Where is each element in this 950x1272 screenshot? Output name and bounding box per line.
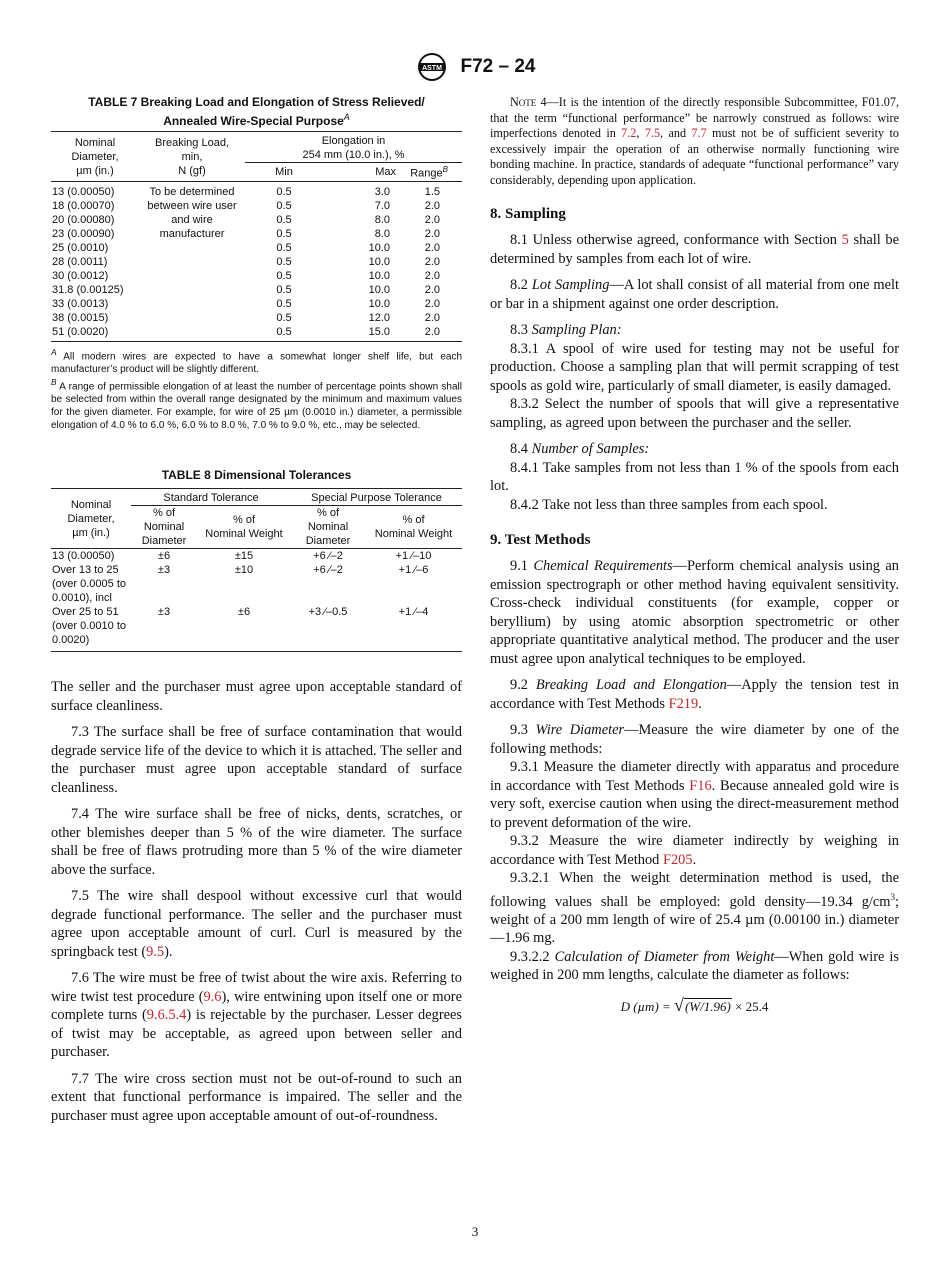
t7-cell-diameter: 23 (0.00090) xyxy=(52,227,115,240)
link-f16[interactable]: F16 xyxy=(689,777,712,794)
t7-cell-diameter: 51 (0.0020) xyxy=(52,325,109,338)
table8-title: TABLE 8 Dimensional Tolerances xyxy=(161,468,352,483)
t8-cell-sp-diam: +6 ⁄–2 xyxy=(313,564,343,577)
t7-cell-breaking: manufacturer xyxy=(159,227,225,240)
t7-row xyxy=(51,283,462,297)
para-7-4: 7.4 The wire surface shall be free of nicks, dents, scratches, or other blemishes deeper than 5 % of the wire diameter. The surface shall be free of flaws protruding more than 5 % of the wire diameter above the surface. xyxy=(51,806,462,878)
para-8-4-2: 8.4.2 Take not less than three samples from each spool. xyxy=(510,496,828,513)
t7-row xyxy=(51,255,462,269)
table8 xyxy=(51,488,462,647)
para-8-3-1: 8.3.1 A spool of wire used for testing may not be useful for production. Choose a sampling plan that will permit scrapping of test spools as gold wire, particularly of small diameter, is easily damaged. xyxy=(490,340,899,394)
t7-cell-max: 8.0 xyxy=(374,213,390,226)
t7-cell-min: 0.5 xyxy=(276,283,292,296)
t7-cell-min: 0.5 xyxy=(276,325,292,338)
t7-cell-min: 0.5 xyxy=(276,199,292,212)
t8-cell-diameter: Over 13 to 25 (over 0.0005 to 0.0010), incl xyxy=(52,564,126,605)
t7-cell-diameter: 18 (0.00070) xyxy=(52,199,115,212)
t8-cell-diameter: 13 (0.00050) xyxy=(52,550,115,563)
t7-cell-min: 0.5 xyxy=(276,227,292,240)
t8-cell-std-diam: ±3 xyxy=(157,564,171,577)
t7-row xyxy=(51,213,462,227)
t7-cell-max: 12.0 xyxy=(368,311,390,324)
page-number: 3 xyxy=(471,1224,479,1239)
t7-header-max: Max xyxy=(323,163,404,182)
t7-cell-diameter: 33 (0.0013) xyxy=(52,297,109,310)
link-section-5[interactable]: 5 xyxy=(841,232,849,248)
t7-cell-range: 2.0 xyxy=(424,213,440,226)
t7-cell-max: 8.0 xyxy=(374,227,390,240)
t7-cell-breaking: and wire xyxy=(171,213,213,226)
t7-cell-min: 0.5 xyxy=(276,297,292,310)
link-9-6-5-4[interactable]: 9.6.5.4 xyxy=(146,1007,187,1024)
t7-cell-breaking xyxy=(139,311,245,325)
table7-title: TABLE 7 Breaking Load and Elongation of Stress Relieved/ Annealed Wire-Special Purpose$^A$ xyxy=(88,95,425,128)
t8-header-sp-diam: % of Nominal Diameter xyxy=(291,506,365,549)
t7-cell-diameter: 25 (0.0010) xyxy=(52,241,109,254)
t8-row xyxy=(51,563,462,605)
t7-cell-breaking: between wire user xyxy=(147,199,237,212)
t7-header-breaking: Breaking Load, min, N (gf) xyxy=(139,132,245,182)
t7-cell-diameter: 31.8 (0.00125) xyxy=(52,283,124,296)
para-8-1: 8.1 Unless otherwise agreed, conformance with Section 5 shall be determined by samples from each lot of wire. xyxy=(490,232,899,267)
t7-row xyxy=(51,227,462,241)
t7-cell-breaking xyxy=(139,255,245,269)
t7-cell-breaking xyxy=(139,283,245,297)
link-f219[interactable]: F219 xyxy=(668,695,699,712)
left-body-text xyxy=(51,678,462,1125)
t8-cell-diameter: Over 25 to 51 (over 0.0010 to 0.0020) xyxy=(52,606,126,647)
para-9-3-1: 9.3.1 Measure the diameter directly with apparatus and procedure in accordance with Test Methods F16. Because annealed gold wire is very soft, exercise caution when using the direct-measurement method to prevent deformation of the wire. xyxy=(490,759,899,831)
t8-cell-std-wt: ±15 xyxy=(234,550,254,563)
t7-header-range: Range$^B$ xyxy=(404,163,462,182)
para-7-3: 7.3 The surface shall be free of surface contamination that would degrade service life of the device to which it is attached. The seller and the purchaser must agree upon acceptable standard of surface cleanliness. xyxy=(51,724,462,796)
section-9-heading: 9. Test Methods xyxy=(490,532,591,548)
para-7-6: 7.6 The wire must be free of twist about the wire axis. Referring to wire twist test procedure (9.6), wire entwining upon itself one or more complete turns (9.6.5.4) is rejectable by the purchaser. Lesser degrees of twist may be acceptable, as agreed upon between seller and purchaser. xyxy=(51,970,462,1061)
para-9-2: 9.2 Breaking Load and Elongation—Apply the tension test in accordance with Test Methods F219. xyxy=(490,677,899,712)
t7-cell-breaking xyxy=(139,269,245,283)
t7-header-min: Min xyxy=(245,163,323,182)
t8-header-sp-wt: % of Nominal Weight xyxy=(365,506,462,549)
t8-header-special: Special Purpose Tolerance xyxy=(291,489,462,506)
t7-cell-range: 2.0 xyxy=(424,297,440,310)
sqrt-icon: √ xyxy=(674,994,684,1015)
link-7-7[interactable]: 7.7 xyxy=(691,126,707,140)
t8-cell-std-diam: ±6 xyxy=(157,550,171,563)
t7-cell-min: 0.5 xyxy=(276,311,292,324)
t8-cell-std-wt: ±6 xyxy=(237,606,251,619)
t7-row xyxy=(51,297,462,311)
t8-cell-std-wt: ±10 xyxy=(234,564,254,577)
t8-cell-sp-diam: +6 ⁄–2 xyxy=(313,550,343,563)
t7-cell-range: 2.0 xyxy=(424,227,440,240)
t7-footnote-b: $^B$ A range of permissible elongation of at least the number of percentage points shown shall be selected from within the overall range designated by the minimum and maximum values for the given diameter. For example, for wire of 25 µm (0.0010 in.) diameter, a permissible elongation of 4.0 % to 6.0 %, 6.0 % to 8.0 %, 7.0 % to 9.0 %, etc., may be selected. xyxy=(51,376,462,432)
document-code: F72 – 24 xyxy=(460,56,536,77)
t7-cell-range: 2.0 xyxy=(424,269,440,282)
t7-cell-diameter: 38 (0.0015) xyxy=(52,311,109,324)
t8-row xyxy=(51,605,462,647)
t7-cell-max: 10.0 xyxy=(368,269,390,282)
t7-cell-min: 0.5 xyxy=(276,269,292,282)
svg-text:ASTM: ASTM xyxy=(421,65,442,72)
right-column xyxy=(490,95,899,1016)
t7-cell-range: 2.0 xyxy=(424,325,440,338)
t7-cell-range: 2.0 xyxy=(424,255,440,268)
t7-cell-breaking: To be determined xyxy=(149,185,235,198)
t7-cell-range: 2.0 xyxy=(424,241,440,254)
para-7-5: 7.5 The wire shall despool without excessive curl that would degrade functional performance. The seller and the purchaser must agree upon acceptable amount of curl. Curl is measured by the springback test (9.5). xyxy=(51,888,462,960)
t8-header-std-wt: % of Nominal Weight xyxy=(197,506,291,549)
t7-row xyxy=(51,311,462,325)
t8-cell-std-diam: ±3 xyxy=(157,606,171,619)
t7-cell-diameter: 20 (0.00080) xyxy=(52,213,115,226)
t7-cell-breaking xyxy=(139,325,245,339)
table7 xyxy=(51,131,462,339)
t8-cell-sp-wt: +1 ⁄–10 xyxy=(395,550,432,563)
link-7-5[interactable]: 7.5 xyxy=(644,126,661,140)
t7-cell-range: 2.0 xyxy=(424,311,440,324)
t8-bottom-rule xyxy=(51,651,462,652)
link-9-6[interactable]: 9.6 xyxy=(203,988,222,1005)
t7-cell-breaking xyxy=(139,241,245,255)
t8-header-nominal: Nominal Diameter, µm (in.) xyxy=(51,489,131,549)
t7-footnotes xyxy=(51,341,462,433)
t7-footnote-a: $^A$ All modern wires are expected to have a somewhat longer shelf life, but each manufacturer’s product will be slightly different. xyxy=(51,346,462,375)
t7-row xyxy=(51,241,462,255)
para-9-1: 9.1 Chemical Requirements—Perform chemical analysis using an emission spectrograph or other method having equivalent sensitivity. Cross-check individual constituents (for example, copper or beryllium) by using atomic absorption spectrometric or other appropriate quantitative analytical method. The producer and the user must agree upon analytical techniques to be employed. xyxy=(490,558,899,667)
t7-row xyxy=(51,269,462,283)
link-9-5[interactable]: 9.5 xyxy=(146,943,165,960)
t7-cell-max: 10.0 xyxy=(368,297,390,310)
t7-cell-min: 0.5 xyxy=(276,255,292,268)
t7-cell-max: 7.0 xyxy=(374,199,390,212)
t7-header-elongation: Elongation in 254 mm (10.0 in.), % xyxy=(245,132,462,163)
t8-cell-sp-diam: +3 ⁄–0.5 xyxy=(308,606,348,619)
t8-body xyxy=(51,549,462,648)
t7-body xyxy=(51,181,462,339)
t7-cell-diameter: 13 (0.00050) xyxy=(52,185,115,198)
t8-cell-sp-wt: +1 ⁄–6 xyxy=(398,564,429,577)
para-8-2: 8.2 Lot Sampling—A lot shall consist of all material from one melt or bar in a shipment against one order description. xyxy=(490,277,899,312)
t7-cell-max: 10.0 xyxy=(368,255,390,268)
t7-cell-min: 0.5 xyxy=(276,241,292,254)
t7-cell-max: 15.0 xyxy=(368,325,390,338)
left-column xyxy=(51,95,462,1125)
para-9-3-2-1: 9.3.2.1 When the weight determination method is used, the following values shall be employed: gold density—19.34 $g/cm^3$; weight of a 200 mm length of wire of 25.4 µm (0.00100 in.) diameter—1.96 mg. xyxy=(490,870,899,947)
link-7-2[interactable]: 7.2 xyxy=(621,126,637,140)
t7-cell-max: 10.0 xyxy=(368,241,390,254)
section-8-heading: 8. Sampling xyxy=(490,206,566,222)
para-cleanliness-cont: The seller and the purchaser must agree upon acceptable standard of surface cleanliness. xyxy=(51,679,462,714)
t7-row xyxy=(51,325,462,339)
t7-cell-max: 10.0 xyxy=(368,283,390,296)
astm-logo-icon xyxy=(415,52,449,82)
page-header xyxy=(0,52,950,82)
t7-cell-range: 2.0 xyxy=(424,199,440,212)
para-7-7: 7.7 The wire cross section must not be out-of-round to such an extent that functional performance is impaired. The seller and the purchaser must agree upon acceptable amount of out-of-roundness. xyxy=(51,1070,462,1124)
t8-row xyxy=(51,549,462,564)
t7-cell-diameter: 30 (0.0012) xyxy=(52,269,109,282)
para-8-4-1: 8.4.1 Take samples from not less than 1 % of the spools from each lot. xyxy=(490,459,899,494)
t7-cell-range: 2.0 xyxy=(424,283,440,296)
t7-cell-range: 1.5 xyxy=(424,185,440,198)
t7-cell-max: 3.0 xyxy=(374,185,390,198)
para-9-3-2-2: 9.3.2.2 Calculation of Diameter from Weight—When gold wire is weighed in 200 mm lengths, calculate the diameter as follows: xyxy=(490,948,900,984)
link-f205[interactable]: F205 xyxy=(662,851,693,868)
para-8-3: 8.3 Sampling Plan: xyxy=(510,322,622,338)
t7-cell-diameter: 28 (0.0011) xyxy=(52,255,108,268)
note-4: Note 4—It is the intention of the directly responsible Subcommittee, F01.07, that the term “functional performance” be narrowly construed as follows: wire imperfections denoted in 7.2, 7.5, and 7.7 must not be of sufficient severity to excessively impair the operation of an otherwise normally functioning wire bonding machine. In practice, standards of adequate “functional performance” vary considerably, depending upon application. xyxy=(490,95,899,187)
t7-cell-min: 0.5 xyxy=(276,185,292,198)
para-9-3-2: 9.3.2 Measure the wire diameter indirectly by weighing in accordance with Test Method F205. xyxy=(490,833,899,868)
t7-cell-breaking xyxy=(139,297,245,311)
diameter-formula: D (µm) = √(W/1.96) × 25.4 xyxy=(620,994,769,1015)
t8-header-standard: Standard Tolerance xyxy=(131,489,291,506)
t8-header-std-diam: % of Nominal Diameter xyxy=(131,506,197,549)
t7-cell-min: 0.5 xyxy=(276,213,292,226)
t8-cell-sp-wt: +1 ⁄–4 xyxy=(398,606,429,619)
t7-row xyxy=(51,181,462,199)
t7-row xyxy=(51,199,462,213)
t7-header-nominal: Nominal Diameter, µm (in.) xyxy=(51,132,139,182)
para-9-3: 9.3 Wire Diameter—Measure the wire diameter by one of the following methods: xyxy=(490,722,899,757)
para-8-4: 8.4 Number of Samples: xyxy=(510,441,650,457)
para-8-3-2: 8.3.2 Select the number of spools that will give a representative sampling, as agreed upon between the purchaser and the seller. xyxy=(490,396,899,431)
